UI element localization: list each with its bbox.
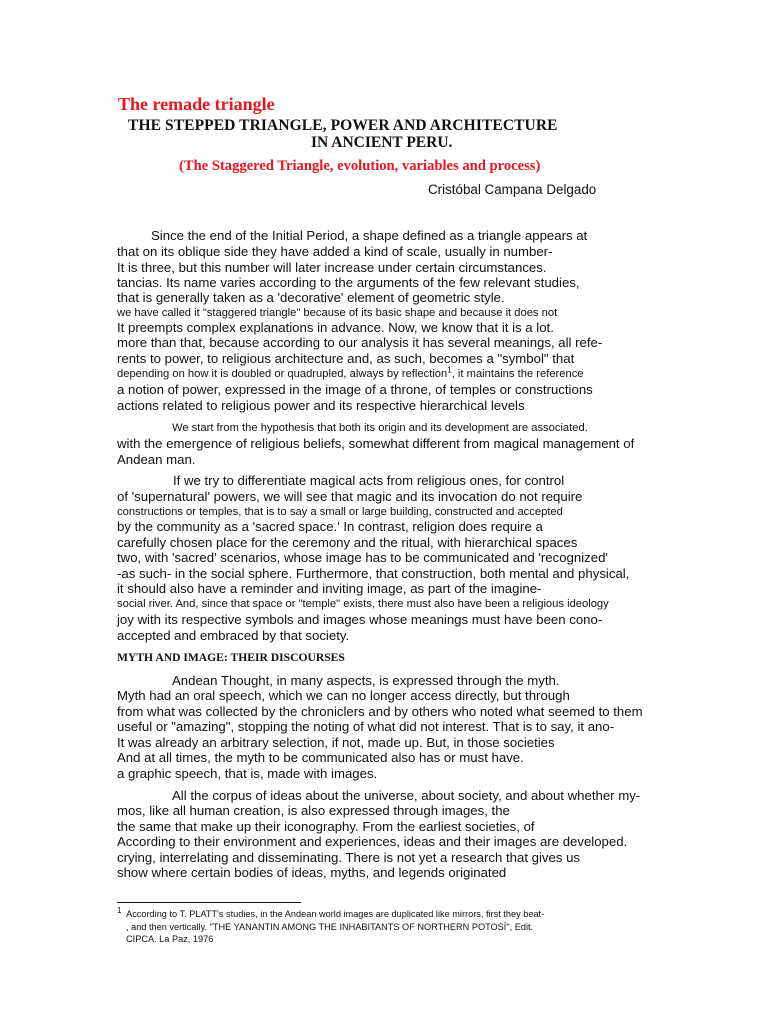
subtitle: (The Staggered Triangle, evolution, variables and process) [179,158,541,174]
paragraph-4-line: Andean Thought, in many aspects, is expressed through the myth. [172,673,560,688]
paragraph-5-line: mos, like all human creation, is also expressed through images, the [117,803,510,818]
paragraph-2-line: Andean man. [117,452,196,467]
paragraph-4-line: a graphic speech, that is, made with images. [117,766,378,781]
paragraph-1-line-part: , it maintains the reference [451,368,584,380]
footnote-line-3: CIPCA. La Paz, 1976 [126,934,214,944]
paragraph-1-line: rents to power, to religious architecture and, as such, becomes a "symbol" that [117,351,575,366]
paragraph-1-line-part: depending on how it is doubled or quadrupled, always by reflection [117,368,448,380]
paragraph-4-line: useful or "amazing", stopping the noting of what did not interest. That is to say, it ano- [117,719,615,734]
paragraph-3-line: joy with its respective symbols and images whose meanings must have been cono- [117,612,603,627]
paragraph-3-line: of 'supernatural' powers, we will see that magic and its invocation do not require [117,489,583,504]
paragraph-1-line: It preempts complex explanations in advance. Now, we know that it is a lot. [117,320,554,335]
paragraph-3-line: -as such- in the social sphere. Furthermore, that construction, both mental and physical, [117,566,630,581]
paragraph-3-line: it should also have a reminder and inviting image, as part of the imagine- [117,581,542,596]
paragraph-1-line: we have called it "staggered triangle" because of its basic shape and because it does not [117,307,558,319]
footnote-number: 1 [117,905,122,915]
paragraph-3-line: accepted and embraced by that society. [117,628,350,643]
paragraph-1-line: tancias. Its name varies according to the arguments of the few relevant studies, [117,275,580,290]
footnote-line-1 [117,905,545,920]
paragraph-1-line: a notion of power, expressed in the image of a throne, of temples or constructions [117,382,593,397]
paragraph-5-line: According to their environment and experiences, ideas and their images are developed. [117,834,628,849]
main-title-line-1: THE STEPPED TRIANGLE, POWER AND ARCHITECTURE [128,117,558,134]
footnote-reference: 1 [447,365,452,375]
paragraph-1-line-with-footnote-ref [117,367,584,382]
paragraph-3-line: by the community as a 'sacred space.' In contrast, religion does require a [117,519,543,534]
footnote-separator [117,902,301,903]
paragraph-5-line: crying, interrelating and disseminating. There is not yet a research that gives us [117,850,581,865]
paragraph-1-line: It is three, but this number will later increase under certain circumstances. [117,260,547,275]
paragraph-3-line: carefully chosen place for the ceremony and the ritual, with hierarchical spaces [117,535,578,550]
paragraph-1-line: actions related to religious power and its respective hierarchical levels [117,398,525,413]
footnote-line-2: , and then vertically. "THE YANANTIN AMONG THE INHABITANTS OF NORTHERN POTOSÍ", Edit. [126,922,534,932]
section-heading: MYTH AND IMAGE: THEIR DISCOURSES [117,651,345,664]
paragraph-4-line: It was already an arbitrary selection, if not, made up. But, in those societies [117,735,555,750]
author-name: Cristóbal Campana Delgado [428,182,597,197]
paragraph-1-line: Since the end of the Initial Period, a shape defined as a triangle appears at [151,228,588,243]
main-title-line-2: IN ANCIENT PERU. [311,134,453,151]
paragraph-2-line: with the emergence of religious beliefs, somewhat different from magical management of [117,436,635,451]
paragraph-1-line: that on its oblique side they have added a kind of scale, usually in number- [117,244,553,259]
paragraph-5-line: the same that make up their iconography. From the earliest societies, of [117,819,535,834]
paragraph-4-line: Myth had an oral speech, which we can no longer access directly, but through [117,688,570,703]
paragraph-1-line: more than that, because according to our analysis it has several meanings, all refe- [117,335,603,350]
paragraph-4-line: And at all times, the myth to be communicated also has or must have. [117,750,524,765]
paragraph-4-line: from what was collected by the chroniclers and by others who noted what seemed to them [117,704,643,719]
paragraph-5-line: show where certain bodies of ideas, myths, and legends originated [117,865,507,880]
paragraph-3-line: two, with 'sacred' scenarios, whose image has to be communicated and 'recognized' [117,550,608,565]
paragraph-1-line: that is generally taken as a 'decorative' element of geometric style. [117,290,505,305]
paragraph-3-line: constructions or temples, that is to say a small or large building, constructed and accepted [117,506,563,518]
footnote-text: According to T. PLATT's studies, in the Andean world images are duplicated like mirrors, first they beat- [126,909,545,919]
paragraph-3-line: social river. And, since that space or "temple" exists, there must also have been a religious ideology [117,598,609,610]
paragraph-3-line: If we try to differentiate magical acts from religious ones, for control [173,473,565,488]
paragraph-5-line: All the corpus of ideas about the universe, about society, and about whether my- [172,788,641,803]
red-title: The remade triangle [118,94,275,114]
paragraph-2-line: We start from the hypothesis that both its origin and its development are associated. [172,422,588,434]
